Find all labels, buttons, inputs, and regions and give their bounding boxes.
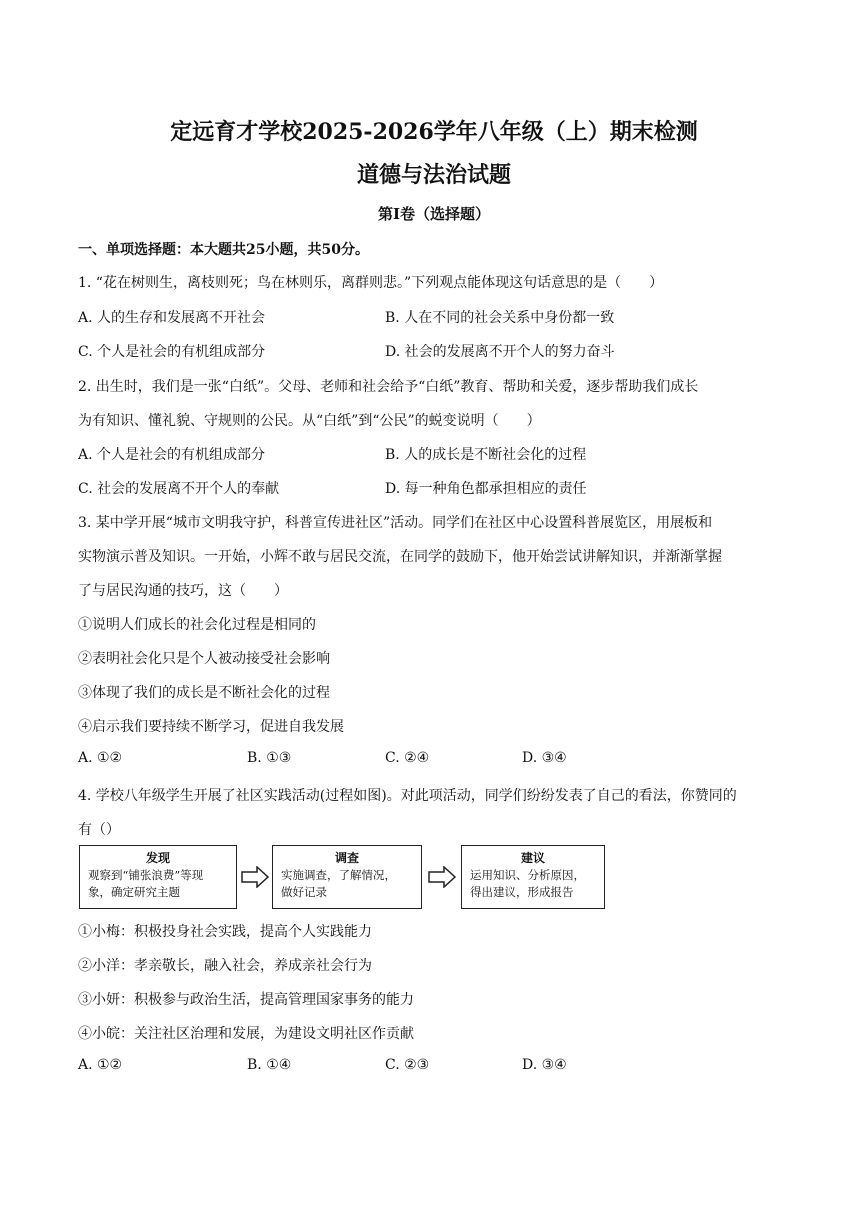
flow-box-title: 建议 [520,851,545,865]
q1-option-b: B. 人在不同的社会关系中身份都一致 [385,310,615,326]
flow-box-survey [272,845,422,909]
q2-option-a: A. 个人是社会的有机组成部分 [78,447,266,463]
q3-stem-line2: 实物演示普及知识。一开始，小辉不敢与居民交流，在同学的鼓励下，他开始尝试讲解知识，并渐渐掌握 [78,549,722,565]
q2-stem-line1: 2. 出生时，我们是一张“白纸”。父母、老师和社会给予“白纸”教育、帮助和关爱，逐步帮助我们成长 [78,379,699,395]
q4-statement-2: ②小洋：孝亲敬长，融入社会，养成亲社会行为 [78,958,372,974]
flow-arrow-icon [427,866,457,888]
q2-stem-line2: 为有知识、懂礼貌、守规则的公民。从“白纸”到“公民”的蜕变说明（ ） [78,413,541,429]
q2-option-d: D. 每一种角色都承担相应的责任 [385,481,587,497]
flow-box-suggest [461,845,605,909]
flow-box-text: 得出建议，形成报告 [470,885,574,899]
q3-option-b: B. ①③ [247,750,292,766]
exam-subtitle: 道德与法治试题 [356,162,511,188]
flow-box-title: 发现 [145,851,170,865]
q4-option-d: D. ③④ [522,1057,567,1073]
q2-option-b: B. 人的成长是不断社会化的过程 [385,447,587,463]
q4-statement-4: ④小皖：关注社区治理和发展，为建设文明社区作贡献 [78,1026,414,1042]
flow-box-text: 运用知识、分析原因， [470,868,585,882]
section-heading: 一、单项选择题：本大题共25小题，共50分。 [78,242,369,258]
flow-box-discover [79,845,237,909]
q3-stem-line3: 了与居民沟通的技巧，这（ ） [78,583,288,599]
q3-option-d: D. ③④ [522,750,567,766]
exam-title: 定远育才学校2025-2026学年八年级（上）期末检测 [170,119,698,145]
q1-option-c: C. 个人是社会的有机组成部分 [78,344,266,360]
q3-statement-3: ③体现了我们的成长是不断社会化的过程 [78,685,330,701]
q3-statement-4: ④启示我们要持续不断学习，促进自我发展 [78,719,344,735]
flow-arrow-icon [240,866,270,888]
volume-heading: 第Ⅰ卷（选择题） [377,205,491,223]
q1-option-a: A. 人的生存和发展离不开社会 [78,310,266,326]
q4-option-c: C. ②③ [385,1057,430,1073]
q1-stem: 1. “花在树则生，离枝则死；鸟在林则乐，离群则悲。”下列观点能体现这句话意思的是（ ） [78,275,664,291]
flow-box-text: 观察到“铺张浪费”等现 [88,868,204,882]
q3-option-a: A. ①② [78,750,123,766]
flow-box-text: 实施调查，了解情况， [281,868,396,882]
q3-statement-2: ②表明社会化只是个人被动接受社会影响 [78,651,330,667]
q4-statement-1: ①小梅：积极投身社会实践，提高个人实践能力 [78,924,372,940]
q3-statement-1: ①说明人们成长的社会化过程是相同的 [78,617,316,633]
q1-option-d: D. 社会的发展离不开个人的努力奋斗 [385,344,615,360]
q4-stem-line1: 4. 学校八年级学生开展了社区实践活动(过程如图)。对此项活动，同学们纷纷发表了自己的看法，你赞同的 [78,788,737,804]
q4-stem-line2: 有（） [78,822,120,838]
q3-option-c: C. ②④ [385,750,430,766]
flow-box-text: 做好记录 [281,885,327,899]
q4-statement-3: ③小妍：积极参与政治生活，提高管理国家事务的能力 [78,992,414,1008]
flow-box-title: 调查 [334,851,359,865]
flow-box-text: 象，确定研究主题 [88,885,180,899]
q4-option-b: B. ①④ [247,1057,292,1073]
q4-option-a: A. ①② [78,1057,123,1073]
q2-option-c: C. 社会的发展离不开个人的奉献 [78,481,280,497]
q3-stem-line1: 3. 某中学开展“城市文明我守护，科普宣传进社区”活动。同学们在社区中心设置科普展览区，用展板和 [78,515,713,531]
